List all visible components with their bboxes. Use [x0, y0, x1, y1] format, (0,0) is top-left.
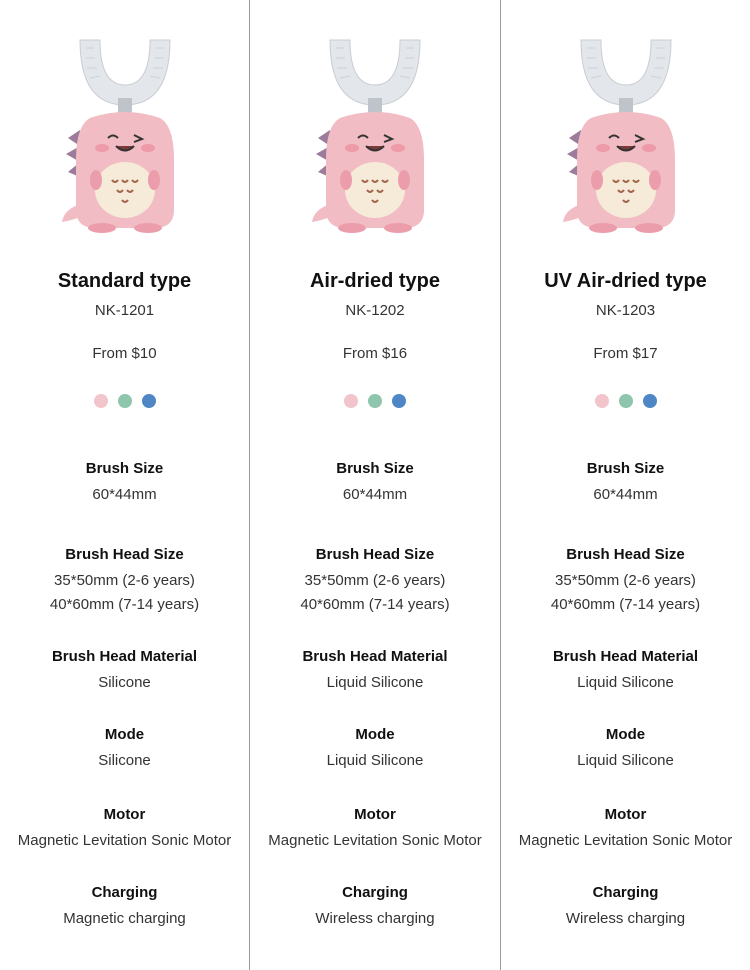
spec-label: Brush Head Material: [552, 648, 699, 665]
spec-mode: [577, 726, 674, 773]
spec-brush-head-size: [551, 546, 700, 617]
spec-value: Wireless charging: [315, 910, 435, 927]
spec-value: Liquid Silicone: [577, 752, 674, 769]
color-swatch-pink[interactable]: [344, 394, 358, 408]
spec-label: Brush Size: [85, 460, 164, 477]
spec-motor: [519, 806, 732, 853]
spec-brush-size: [336, 460, 414, 507]
color-swatch-blue[interactable]: [392, 394, 406, 408]
spec-label: Brush Head Size: [315, 546, 435, 563]
spec-value: Liquid Silicone: [577, 674, 674, 691]
product-model-number: NK-1202: [345, 302, 405, 319]
color-swatch-pink[interactable]: [595, 394, 609, 408]
spec-value: Magnetic charging: [63, 910, 186, 927]
spec-value: Magnetic Levitation Sonic Motor: [17, 832, 232, 849]
spec-charging: [315, 884, 434, 931]
spec-value: 60*44mm: [593, 486, 658, 503]
spec-mode: [327, 726, 424, 773]
spec-brush-size: [587, 460, 665, 507]
color-options: [344, 394, 406, 408]
spec-label: Motor: [103, 806, 146, 823]
spec-value: Liquid Silicone: [326, 752, 424, 769]
spec-label: Mode: [605, 726, 646, 743]
color-options: [94, 394, 156, 408]
spec-charging: [63, 884, 186, 931]
toothbrush-product-icon[interactable]: [551, 30, 701, 240]
color-swatch-pink[interactable]: [94, 394, 108, 408]
product-title: Air-dried type: [309, 270, 441, 292]
product-price: From $10: [92, 345, 157, 362]
product-price: From $17: [593, 345, 658, 362]
spec-value: 60*44mm: [342, 486, 408, 503]
spec-label: Motor: [354, 806, 396, 823]
spec-value: 60*44mm: [92, 486, 157, 503]
spec-brush-head-size: [50, 546, 199, 617]
spec-brush-head-size: [300, 546, 449, 617]
spec-value: 35*50mm (2-6 years): [555, 572, 696, 589]
spec-label: Brush Head Size: [65, 546, 184, 563]
color-swatch-green[interactable]: [118, 394, 132, 408]
spec-motor: [268, 806, 481, 853]
product-model-number: NK-1203: [595, 302, 656, 319]
spec-value: Liquid Silicone: [326, 674, 424, 691]
spec-label: Brush Head Material: [302, 648, 448, 665]
product-column: [501, 0, 750, 970]
spec-value: Silicone: [98, 752, 151, 769]
color-swatch-blue[interactable]: [643, 394, 657, 408]
spec-value: 35*50mm (2-6 years): [304, 572, 446, 589]
spec-label: Brush Size: [336, 460, 414, 477]
spec-label: Brush Size: [586, 460, 665, 477]
product-column: [0, 0, 249, 970]
spec-label: Brush Head Material: [51, 648, 198, 665]
spec-label: Mode: [104, 726, 145, 743]
spec-charging: [566, 884, 685, 931]
spec-label: Motor: [604, 806, 647, 823]
spec-brush-head-material: [52, 648, 197, 695]
color-swatch-green[interactable]: [368, 394, 382, 408]
product-title: UV Air-dried type: [544, 270, 707, 292]
spec-value: 40*60mm (7-14 years): [49, 596, 200, 613]
spec-brush-size: [86, 460, 164, 507]
spec-label: Charging: [91, 884, 158, 901]
spec-label: Brush Head Size: [566, 546, 685, 563]
spec-value: 40*60mm (7-14 years): [300, 596, 450, 613]
color-options: [595, 394, 657, 408]
spec-label: Charging: [342, 884, 408, 901]
spec-mode: [98, 726, 151, 773]
spec-motor: [18, 806, 231, 853]
spec-label: Charging: [592, 884, 659, 901]
product-model-number: NK-1201: [94, 302, 155, 319]
color-swatch-blue[interactable]: [142, 394, 156, 408]
color-swatch-green[interactable]: [619, 394, 633, 408]
product-title: Standard type: [57, 270, 192, 292]
spec-value: Silicone: [98, 674, 151, 691]
spec-brush-head-material: [553, 648, 698, 695]
spec-brush-head-material: [302, 648, 447, 695]
product-column: [250, 0, 500, 970]
toothbrush-product-icon[interactable]: [50, 30, 200, 240]
product-price: From $16: [342, 345, 408, 362]
spec-value: 40*60mm (7-14 years): [550, 596, 701, 613]
toothbrush-product-icon[interactable]: [300, 30, 450, 240]
spec-value: Magnetic Levitation Sonic Motor: [268, 832, 482, 849]
spec-value: 35*50mm (2-6 years): [54, 572, 195, 589]
spec-value: Wireless charging: [565, 910, 686, 927]
spec-label: Mode: [355, 726, 395, 743]
spec-value: Magnetic Levitation Sonic Motor: [518, 832, 733, 849]
